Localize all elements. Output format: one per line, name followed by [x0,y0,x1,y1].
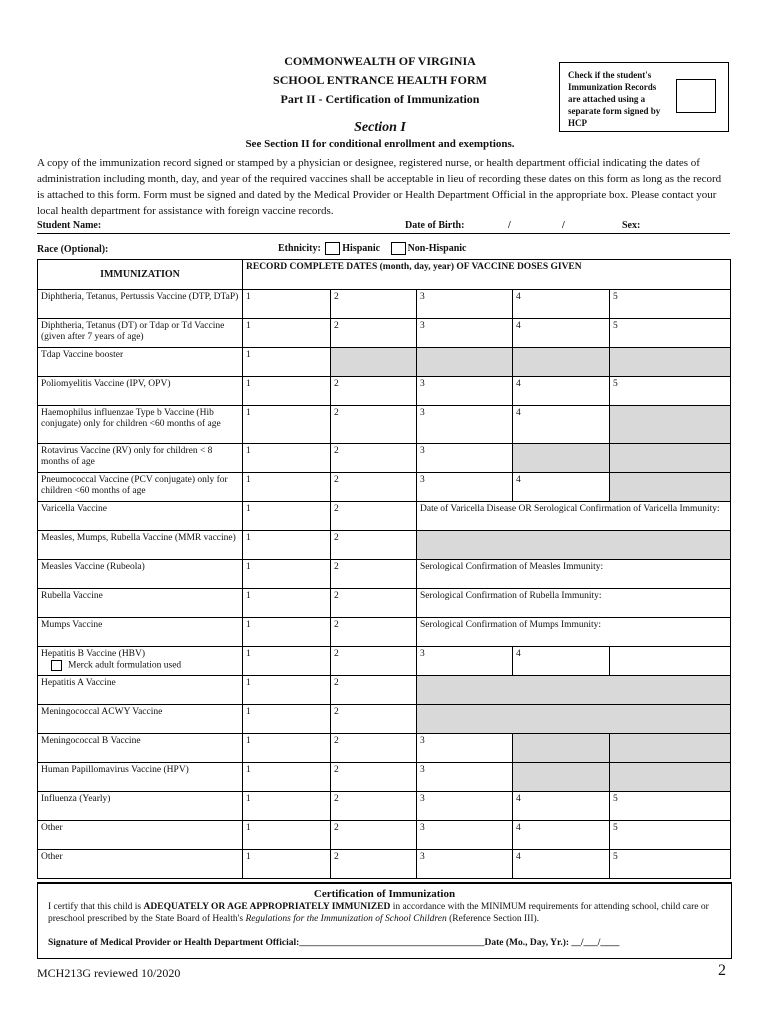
dose-cell[interactable]: 1 [243,734,331,763]
na-cell [610,473,731,502]
serology-note[interactable]: Date of Varicella Disease OR Serological Confirmation of Varicella Immunity: [417,502,731,531]
cert-text-bold: ADEQUATELY OR AGE APPROPRIATELY IMMUNIZED [143,902,391,912]
certification-box [37,882,732,959]
na-cell [610,406,731,444]
dose-cell[interactable]: 2 [331,850,417,879]
na-cell [513,734,610,763]
serology-note[interactable]: Serological Confirmation of Rubella Immunity: [417,589,731,618]
table-row [38,676,731,705]
vaccine-name [38,319,243,348]
table-row [38,406,731,444]
table-row [38,763,731,792]
dose-cell[interactable]: 2 [331,444,417,473]
dose-cell[interactable]: 1 [243,676,331,705]
vaccine-name [38,531,243,560]
na-cell [610,763,731,792]
cert-text-b: in accordance with the MINIMUM requirements for attending school, child care or preschool prescribed by the State Board of Health's [48,902,709,924]
serology-note[interactable]: Serological Confirmation of Measles Immunity: [417,560,731,589]
dose-cell[interactable]: 1 [243,618,331,647]
dose-cell[interactable]: 1 [243,290,331,319]
dose-cell[interactable]: 3 [417,734,513,763]
student-name-label: Student Name: [37,220,102,231]
vaccine-name-text: Hepatitis A Vaccine [41,678,116,688]
vaccine-name-text: Diphtheria, Tetanus, Pertussis Vaccine (DTP, DTaP) [41,292,239,302]
dose-cell[interactable]: 5 [610,850,731,879]
signature-line[interactable]: Signature of Medical Provider or Health Department Official:_______________________________________Date (Mo., Day, Yr.): __/___/____ [48,938,620,948]
header-line3-text: Part II - Certification of Immunization [280,92,480,106]
na-cell [610,734,731,763]
na-cell [417,531,731,560]
dose-cell[interactable]: 2 [331,406,417,444]
vaccine-name-text: Human Papillomavirus Vaccine (HPV) [41,765,189,775]
immunization-table [37,259,731,879]
hispanic-checkbox[interactable] [325,242,340,255]
dose-cell[interactable]: 1 [243,473,331,502]
dose-cell[interactable]: 1 [243,531,331,560]
vaccine-name-text: Meningococcal ACWY Vaccine [41,707,163,717]
vaccine-name-text: Poliomyelitis Vaccine (IPV, OPV) [41,379,171,389]
dose-cell[interactable]: 1 [243,560,331,589]
na-cell [610,444,731,473]
dose-cell[interactable]: 2 [331,734,417,763]
dose-cell[interactable]: 1 [243,502,331,531]
dose-cell[interactable]: 3 [417,473,513,502]
dose-cell[interactable]: 3 [417,406,513,444]
vaccine-name-text: Tdap Vaccine booster [41,350,124,360]
header-line2: SCHOOL ENTRANCE HEALTH FORM [273,73,487,87]
vaccine-name-text: Other [41,852,63,862]
dose-cell[interactable]: 3 [417,763,513,792]
dob-sep1: / [508,220,511,231]
header-line3 [200,92,560,107]
vaccine-sub-option [41,660,239,672]
dose-cell[interactable]: 3 [417,319,513,348]
non-hispanic-checkbox[interactable] [391,242,406,255]
name-line [37,233,730,234]
dose-cell[interactable]: 1 [243,763,331,792]
na-cell [331,348,417,377]
dose-cell[interactable]: 2 [331,502,417,531]
na-cell [417,705,731,734]
dose-cell[interactable]: 5 [610,290,731,319]
section-title: Section I [354,120,406,135]
vaccine-name [38,618,243,647]
dose-cell[interactable]: 4 [513,821,610,850]
dose-cell[interactable]: 1 [243,792,331,821]
vaccine-name [38,734,243,763]
hispanic-label: Hispanic [342,242,381,254]
vaccine-name [38,850,243,879]
dose-cell[interactable]: 2 [331,290,417,319]
dose-cell[interactable] [610,647,731,676]
dose-cell[interactable]: 5 [610,792,731,821]
certification-title: Certification of Immunization [313,888,456,900]
dose-cell[interactable]: 1 [243,821,331,850]
hcp-attached-checkbox[interactable] [676,79,716,113]
table-row [38,792,731,821]
dose-cell[interactable]: 1 [243,647,331,676]
table-row [38,348,731,377]
vaccine-name [38,444,243,473]
table-row [38,319,731,348]
vaccine-name [38,377,243,406]
na-cell [513,763,610,792]
race-label: Race (Optional): [37,244,109,255]
vaccine-name-text: Pneumococcal Vaccine (PCV conjugate) only for children <60 months of age [41,475,228,496]
dose-cell[interactable]: 4 [513,473,610,502]
vaccine-name-text: Hepatitis B Vaccine (HBV) [41,649,146,659]
dose-cell[interactable]: 2 [331,377,417,406]
dose-cell[interactable]: 3 [417,377,513,406]
dose-cell[interactable]: 5 [610,377,731,406]
dose-cell[interactable]: 5 [610,319,731,348]
table-row [38,821,731,850]
vaccine-name [38,647,243,676]
dose-cell[interactable]: 4 [513,290,610,319]
vaccine-name [38,502,243,531]
dose-cell[interactable]: 4 [513,319,610,348]
col-dates-header: RECORD COMPLETE DATES (month, day, year) OF VACCINE DOSES GIVEN [243,260,731,290]
serology-note[interactable]: Serological Confirmation of Mumps Immunity: [417,618,731,647]
col-immunization-header: IMMUNIZATION [38,260,243,290]
vaccine-name [38,560,243,589]
ethnicity-group [278,242,466,255]
dose-cell[interactable]: 2 [331,560,417,589]
na-cell [513,348,610,377]
vaccine-name-text: Rubella Vaccine [41,591,103,601]
table-row [38,647,731,676]
vaccine-name-text: Measles, Mumps, Rubella Vaccine (MMR vaccine) [41,533,236,543]
dose-cell[interactable]: 3 [417,444,513,473]
cert-text-c: (Reference Section III). [446,914,540,924]
table-row [38,560,731,589]
dose-cell[interactable]: 2 [331,792,417,821]
vaccine-name-text: Diphtheria, Tetanus (DT) or Tdap or Td Vaccine (given after 7 years of age) [41,321,225,342]
dose-cell[interactable]: 4 [513,792,610,821]
dose-cell[interactable]: 2 [331,319,417,348]
vaccine-name [38,705,243,734]
dose-cell[interactable]: 2 [331,473,417,502]
vaccine-name-text: Other [41,823,63,833]
conditional-note: See Section II for conditional enrollment and exemptions. [245,138,515,150]
dose-cell[interactable]: 2 [331,705,417,734]
vaccine-name [38,473,243,502]
intro-paragraph: A copy of the immunization record signed or stamped by a physician or designee, registered nurse, or health department official indicating the dates of administration including month, day, and year of the required vaccines shall be acceptable in lieu of recording these dates on this form as long as the record is attached to this form. Form must be signed and dated by the Medical Provider or Health Department Official in the appropriate box. Please contact your local health department for assistance with foreign vaccine records. [37,157,722,217]
vaccine-name-text: Meningococcal B Vaccine [41,736,141,746]
vaccine-name-text: Rotavirus Vaccine (RV) only for children < 8 months of age [41,446,213,467]
sex-label: Sex: [622,220,641,231]
cert-text-italic: Regulations for the Immunization of School Children [245,914,447,924]
dose-cell[interactable]: 2 [331,821,417,850]
dose-cell[interactable]: 2 [331,647,417,676]
dose-cell[interactable]: 5 [610,821,731,850]
dose-cell[interactable]: 1 [243,589,331,618]
table-row [38,473,731,502]
dose-cell[interactable]: 2 [331,589,417,618]
vaccine-name [38,348,243,377]
na-cell [417,676,731,705]
ethnicity-label: Ethnicity: [278,242,321,254]
dose-cell[interactable]: 3 [417,792,513,821]
dose-cell[interactable]: 2 [331,531,417,560]
vaccine-name-text: Mumps Vaccine [41,620,103,630]
non-hispanic-label: Non-Hispanic [407,242,467,254]
dose-cell[interactable]: 2 [331,763,417,792]
table-row [38,618,731,647]
vaccine-name [38,406,243,444]
dose-cell[interactable]: 2 [331,676,417,705]
dob-label: Date of Birth: [405,220,465,231]
merck-adult-label: Merck adult formulation used [68,660,182,671]
vaccine-name-text: Haemophilus influenzae Type b Vaccine (Hib conjugate) only for children <60 months of age [41,408,221,429]
dose-cell[interactable]: 4 [513,850,610,879]
dose-cell[interactable]: 1 [243,444,331,473]
table-row [38,850,731,879]
dose-cell[interactable]: 3 [417,821,513,850]
vaccine-name-text: Measles Vaccine (Rubeola) [41,562,145,572]
header-line1: COMMONWEALTH OF VIRGINIA [284,54,476,68]
hcp-attached-label: Check if the student's Immunization Records are attached using a separate form signed by HCP [568,70,661,128]
vaccine-name [38,676,243,705]
dose-cell[interactable]: 2 [331,618,417,647]
dose-cell[interactable]: 3 [417,850,513,879]
merck-adult-checkbox[interactable] [51,660,62,671]
dob-sep2: / [562,220,565,231]
table-row [38,444,731,473]
dose-cell[interactable]: 4 [513,647,610,676]
dose-cell[interactable]: 1 [243,406,331,444]
dose-cell[interactable]: 4 [513,406,610,444]
table-row [38,705,731,734]
na-cell [513,444,610,473]
form-id: MCH213G reviewed 10/2020 [37,966,181,980]
dose-cell[interactable]: 1 [243,705,331,734]
vaccine-name [38,763,243,792]
na-cell [610,348,731,377]
table-row [38,589,731,618]
table-row [38,531,731,560]
dose-cell[interactable]: 3 [417,647,513,676]
dose-cell[interactable]: 4 [513,377,610,406]
hcp-attached-box [559,62,729,132]
dose-cell[interactable]: 1 [243,377,331,406]
vaccine-name [38,821,243,850]
vaccine-name [38,792,243,821]
certification-text [48,901,718,925]
dose-cell[interactable]: 1 [243,348,331,377]
vaccine-name [38,589,243,618]
table-row [38,734,731,763]
table-row [38,290,731,319]
dose-cell[interactable]: 3 [417,290,513,319]
na-cell [417,348,513,377]
vaccine-name [38,290,243,319]
vaccine-name-text: Influenza (Yearly) [41,794,111,804]
cert-text-a: I certify that this child is [48,902,144,912]
page-number: 2 [718,962,726,979]
table-row [38,377,731,406]
table-row [38,502,731,531]
dose-cell[interactable]: 1 [243,850,331,879]
dose-cell[interactable]: 1 [243,319,331,348]
vaccine-name-text: Varicella Vaccine [41,504,108,514]
